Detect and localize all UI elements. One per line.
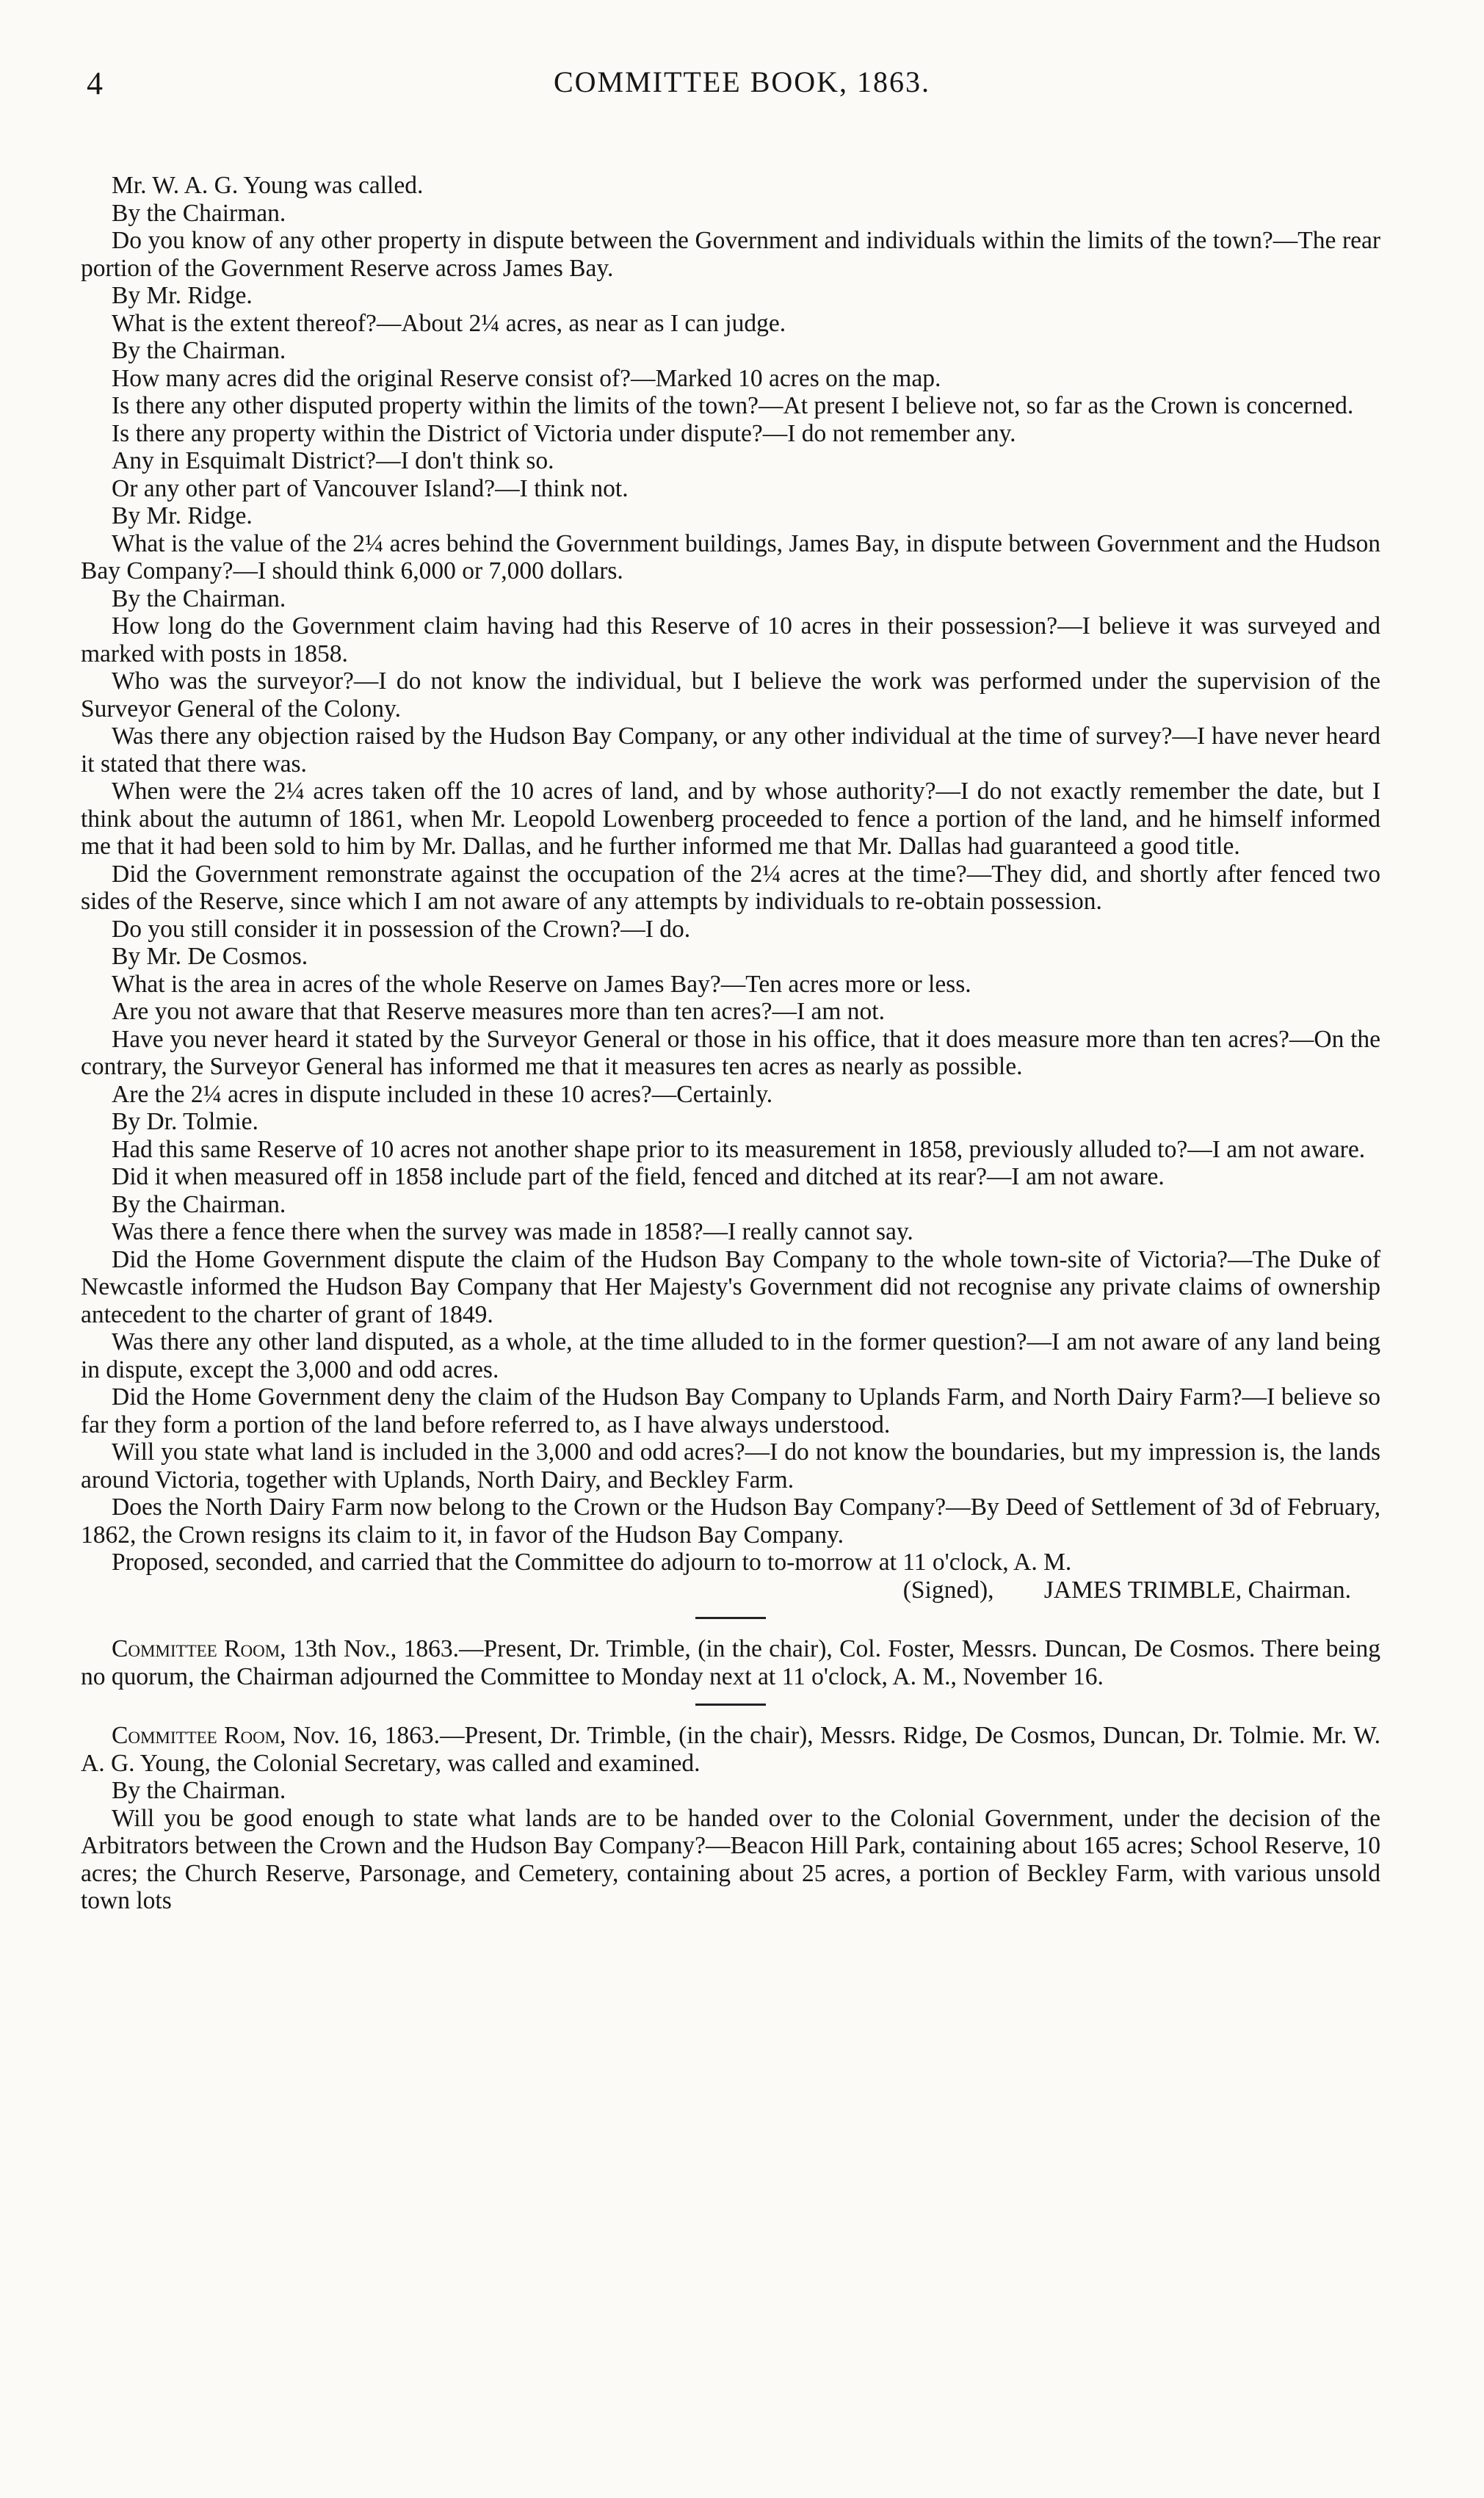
- running-title: COMMITTEE BOOK, 1863.: [553, 65, 931, 98]
- paragraph: What is the area in acres of the whole Reserve on James Bay?—Ten acres more or less.: [112, 970, 971, 998]
- paragraph: Will you state what land is included in the 3,000 and odd acres?—I do not know the boundaries, but my impression is, the lands around Victoria, together with Uplands, North Dairy, and Beckley Farm.: [81, 1438, 1380, 1494]
- speaker-heading: By Dr. Tolmie.: [112, 1108, 258, 1135]
- paragraph: Did the Home Government deny the claim of the Hudson Bay Company to Uplands Farm, and North Dairy Farm?—I believe so far they form a portion of the land before referred to, as I have always understood.: [81, 1383, 1380, 1438]
- entry-text: 13th Nov., 1863.—Present, Dr. Trimble, (in the chair), Col. Foster, Messrs. Duncan, De Cosmos. There being no quorum, the Chairman adjourned the Committee to Monday next at 11 o'clock, A. M., November 16.: [81, 1635, 1380, 1690]
- document-body: [81, 172, 1380, 1915]
- paragraph: Had this same Reserve of 10 acres not another shape prior to its measurement in 1858, previously alluded to?—I am not aware.: [112, 1135, 1366, 1163]
- paragraph: Do you know of any other property in dispute between the Government and individuals within the limits of the town?—The rear portion of the Government Reserve across James Bay.: [81, 227, 1380, 282]
- paragraph: Did the Government remonstrate against the occupation of the 2¼ acres at the time?—They did, and shortly after fenced two sides of the Reserve, since which I am not aware of any attempts by individuals to re-obtain possession.: [81, 860, 1380, 915]
- paragraph: Who was the surveyor?—I do not know the individual, but I believe the work was performed under the supervision of the Surveyor General of the Colony.: [81, 667, 1380, 723]
- speaker-heading: By Mr. De Cosmos.: [112, 943, 308, 970]
- paragraph: Did it when measured off in 1858 include part of the field, fenced and ditched at its rear?—I am not aware.: [112, 1163, 1165, 1190]
- paragraph: Is there any property within the District of Victoria under dispute?—I do not remember any.: [112, 419, 1016, 447]
- signatory-name: JAMES TRIMBLE, Chairman.: [1043, 1576, 1351, 1604]
- paragraph: Are the 2¼ acres in dispute included in these 10 acres?—Certainly.: [112, 1080, 773, 1108]
- paragraph: How many acres did the original Reserve consist of?—Marked 10 acres on the map.: [112, 364, 941, 392]
- paragraph: Have you never heard it stated by the Surveyor General or those in his office, that it does measure more than ten acres?—On the contrary, the Surveyor General has informed me that it measures ten acres as nearly as possible.: [81, 1025, 1380, 1080]
- paragraph: Was there any other land disputed, as a whole, at the time alluded to in the former question?—I am not aware of any land being in dispute, except the 3,000 and odd acres.: [81, 1328, 1380, 1383]
- paragraph: What is the extent thereof?—About 2¼ acres, as near as I can judge.: [112, 309, 786, 337]
- paragraph: Proposed, seconded, and carried that the Committee do adjourn to to-morrow at 11 o'clock, A. M.: [112, 1549, 1072, 1576]
- paragraph: Mr. W. A. G. Young was called.: [112, 172, 424, 199]
- paragraph: Is there any other disputed property within the limits of the town?—At present I believe not, so far as the Crown is concerned.: [112, 392, 1354, 419]
- section-divider: [695, 1617, 766, 1619]
- speaker-heading: By Mr. Ridge.: [112, 502, 253, 529]
- paragraph: Was there a fence there when the survey was made in 1858?—I really cannot say.: [112, 1218, 913, 1245]
- speaker-heading: By the Chairman.: [112, 337, 286, 364]
- speaker-heading: By the Chairman.: [112, 199, 286, 227]
- speaker-heading: By the Chairman.: [112, 584, 286, 612]
- paragraph: Does the North Dairy Farm now belong to the Crown or the Hudson Bay Company?—By Deed of Settlement of 3d of February, 1862, the Crown resigns its claim to it, in favor of the Hudson Bay Company.: [81, 1494, 1380, 1549]
- speaker-heading: By the Chairman.: [112, 1190, 286, 1218]
- speaker-heading: By the Chairman.: [112, 1777, 286, 1804]
- paragraph: What is the value of the 2¼ acres behind the Government buildings, James Bay, in dispute between Government and the Hudson Bay Company?—I should think 6,000 or 7,000 dollars.: [81, 529, 1380, 584]
- minutes-entry: [81, 1635, 1380, 1690]
- paragraph: Was there any objection raised by the Hudson Bay Company, or any other individual at the time of survey?—I have never heard it stated that there was.: [81, 723, 1380, 778]
- page-number: 4: [87, 65, 103, 101]
- page-header: [0, 65, 1484, 123]
- entry-lead: Committee Room,: [112, 1635, 286, 1662]
- paragraph: Do you still consider it in possession of the Crown?—I do.: [112, 915, 691, 943]
- paragraph: How long do the Government claim having had this Reserve of 10 acres in their possession?—I believe it was surveyed and marked with posts in 1858.: [81, 612, 1380, 667]
- paragraph: Did the Home Government dispute the claim of the Hudson Bay Company to the whole town-site of Victoria?—The Duke of Newcastle informed the Hudson Bay Company that Her Majesty's Government did not recognise any private claims of ownership antecedent to the charter of grant of 1849.: [81, 1245, 1380, 1328]
- paragraph: When were the 2¼ acres taken off the 10 acres of land, and by whose authority?—I do not exactly remember the date, but I think about the autumn of 1861, when Mr. Leopold Lowenberg proceeded to fence a portion of the land, and he himself informed me that it had been sold to him by Mr. Dallas, and he further informed me that Mr. Dallas had guaranteed a good title.: [81, 778, 1380, 860]
- entry-text: Nov. 16, 1863.—Present, Dr. Trimble, (in the chair), Messrs. Ridge, De Cosmos, Duncan, Dr. Tolmie. Mr. W. A. G. Young, the Colonial Secretary, was called and examined.: [81, 1722, 1381, 1777]
- paragraph: Or any other part of Vancouver Island?—I think not.: [112, 474, 629, 502]
- signature-line: [81, 1576, 1380, 1604]
- paragraph: Are you not aware that that Reserve measures more than ten acres?—I am not.: [112, 998, 885, 1025]
- entry-lead: Committee Room,: [112, 1722, 286, 1749]
- paragraph: Any in Esquimalt District?—I don't think so.: [112, 447, 554, 474]
- signed-label: (Signed),: [902, 1576, 994, 1604]
- speaker-heading: By Mr. Ridge.: [112, 282, 253, 309]
- minutes-entry: [81, 1722, 1380, 1777]
- section-divider: [695, 1704, 766, 1706]
- paragraph: Will you be good enough to state what lands are to be handed over to the Colonial Government, under the decision of the Arbitrators between the Crown and the Hudson Bay Company?—Beacon Hill Park, containing about 165 acres; School Reserve, 10 acres; the Church Reserve, Parsonage, and Cemetery, containing about 25 acres, a portion of Beckley Farm, with various unsold town lots: [81, 1804, 1380, 1914]
